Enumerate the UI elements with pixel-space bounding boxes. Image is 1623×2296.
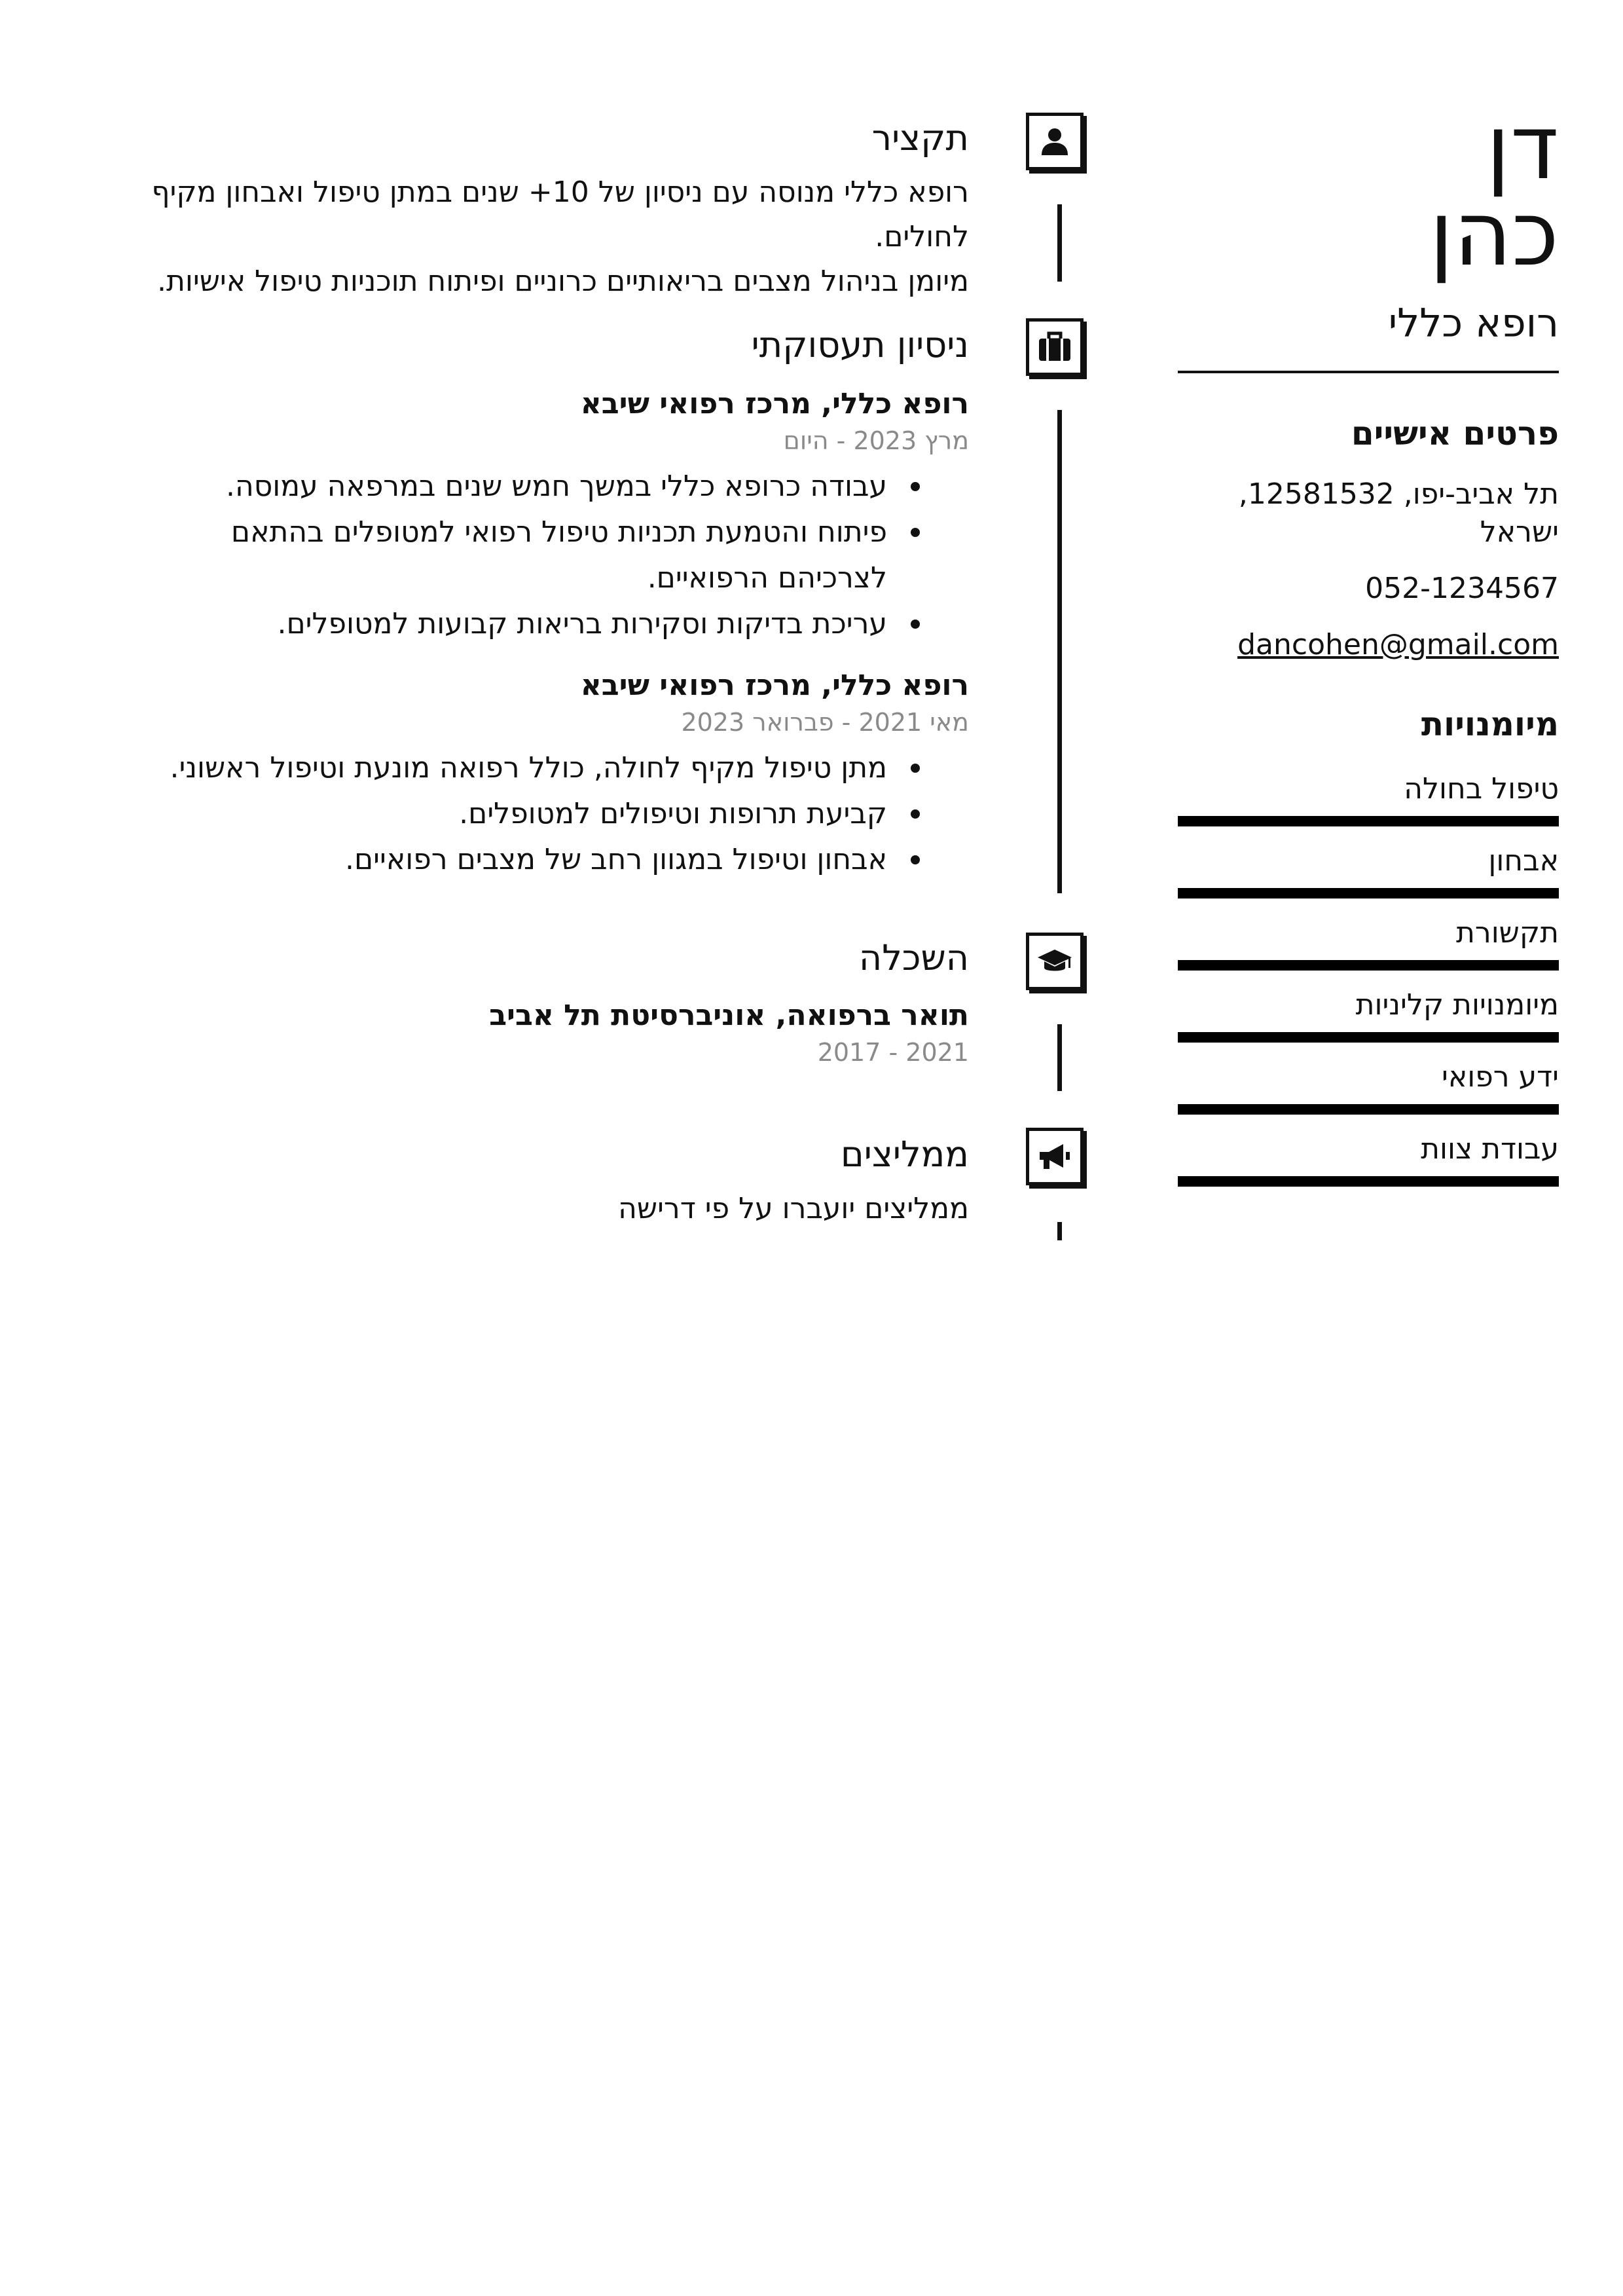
skill-label: ידע רפואי (1442, 1060, 1559, 1094)
references-text: ממליצים יועברו על פי דרישה (618, 1192, 969, 1225)
skill-bar (1178, 888, 1559, 898)
references-heading: ממליצים (840, 1134, 969, 1175)
skills-heading: מיומנויות (1421, 705, 1559, 743)
address: תל אביב-יפו, 12581532, ישראל (1238, 477, 1559, 549)
job-bullets (124, 745, 969, 883)
timeline-line (1057, 1222, 1062, 1240)
summary-heading: תקציר (871, 117, 969, 158)
graduation-cap-icon (1026, 933, 1084, 990)
skill-bar (1178, 960, 1559, 971)
timeline-line (1057, 1024, 1062, 1091)
timeline-line (1057, 204, 1062, 282)
experience-section (124, 322, 969, 883)
skill-label: טיפול בחולה (1404, 772, 1559, 805)
megaphone-icon (1026, 1128, 1084, 1185)
list-item: פיתוח והטמעת תכניות טיפול רפואי למטופלים בהתאם לצרכיהם הרפואיים. (124, 509, 887, 601)
job-title: רופא כללי (1388, 301, 1559, 346)
summary-text (124, 170, 969, 304)
person-icon (1026, 113, 1084, 170)
skill-bar (1178, 1032, 1559, 1043)
skill-item (1178, 1058, 1559, 1115)
skill-label: תקשורת (1455, 916, 1559, 950)
divider (1178, 371, 1559, 373)
skill-item (1178, 986, 1559, 1043)
last-name: כהן (1429, 183, 1559, 286)
summary-line: מיומן בניהול מצבים בריאותיים כרוניים ופיתוח תוכניות טיפול אישיות. (157, 265, 969, 298)
degree-title: תואר ברפואה, אוניברסיטת תל אביב (489, 999, 969, 1032)
job-title: רופא כללי, מרכז רפואי שיבא (580, 387, 969, 420)
list-item: קביעת תרופות וטיפולים למטופלים. (124, 791, 887, 837)
email (1178, 626, 1559, 664)
personal-details-heading: פרטים אישיים (1351, 415, 1559, 453)
list-item: עבודה כרופא כללי במשך חמש שנים במרפאה עמוסה. (124, 464, 887, 509)
email-link[interactable]: dancohen@gmail.com (1237, 628, 1559, 661)
skill-bar-fill (1178, 888, 1559, 898)
skill-item (1178, 1130, 1559, 1187)
skill-bar-fill (1178, 1104, 1559, 1115)
job-title: רופא כללי, מרכז רפואי שיבא (580, 669, 969, 702)
phone: 052-1234567 (1365, 572, 1559, 605)
job-dates: מאי 2021 - פברואר 2023 (681, 708, 969, 737)
job-bullets (124, 464, 969, 647)
education-dates: 2021 - 2017 (817, 1038, 969, 1067)
skill-bar-fill (1178, 1176, 1559, 1187)
job-entry (124, 385, 969, 647)
education-heading: השכלה (858, 937, 969, 978)
skill-item (1178, 770, 1559, 826)
skill-label: עבודת צוות (1421, 1132, 1559, 1166)
skill-bar-fill (1178, 1032, 1559, 1043)
skill-label: אבחון (1488, 844, 1559, 878)
skill-bar (1178, 816, 1559, 826)
skill-item (1178, 914, 1559, 971)
skill-bar-fill (1178, 960, 1559, 971)
sidebar (1178, 96, 1559, 1187)
list-item: עריכת בדיקות וסקירות בריאות קבועות למטופלים. (124, 601, 887, 647)
summary-line: רופא כללי מנוסה עם ניסיון של 10+ שנים במתן טיפול ואבחון מקיף לחולים. (151, 176, 969, 253)
skill-bar (1178, 1176, 1559, 1187)
references-section (124, 1132, 969, 1231)
job-dates: מרץ 2023 - היום (783, 426, 969, 455)
summary-section (124, 115, 969, 304)
skills-list (1178, 770, 1559, 1187)
skill-bar (1178, 1104, 1559, 1115)
skill-item (1178, 842, 1559, 898)
experience-heading: ניסיון תעסוקתי (751, 324, 969, 365)
education-section (124, 935, 969, 1069)
job-entry (124, 667, 969, 883)
timeline-line (1057, 410, 1062, 893)
skill-bar-fill (1178, 816, 1559, 826)
skill-label: מיומנויות קליניות (1355, 988, 1559, 1022)
first-name: דן (1486, 96, 1559, 200)
briefcase-icon (1026, 318, 1084, 376)
list-item: אבחון וטיפול במגוון רחב של מצבים רפואיים. (124, 837, 887, 883)
list-item: מתן טיפול מקיף לחולה, כולל רפואה מונעת וטיפול ראשוני. (124, 745, 887, 791)
